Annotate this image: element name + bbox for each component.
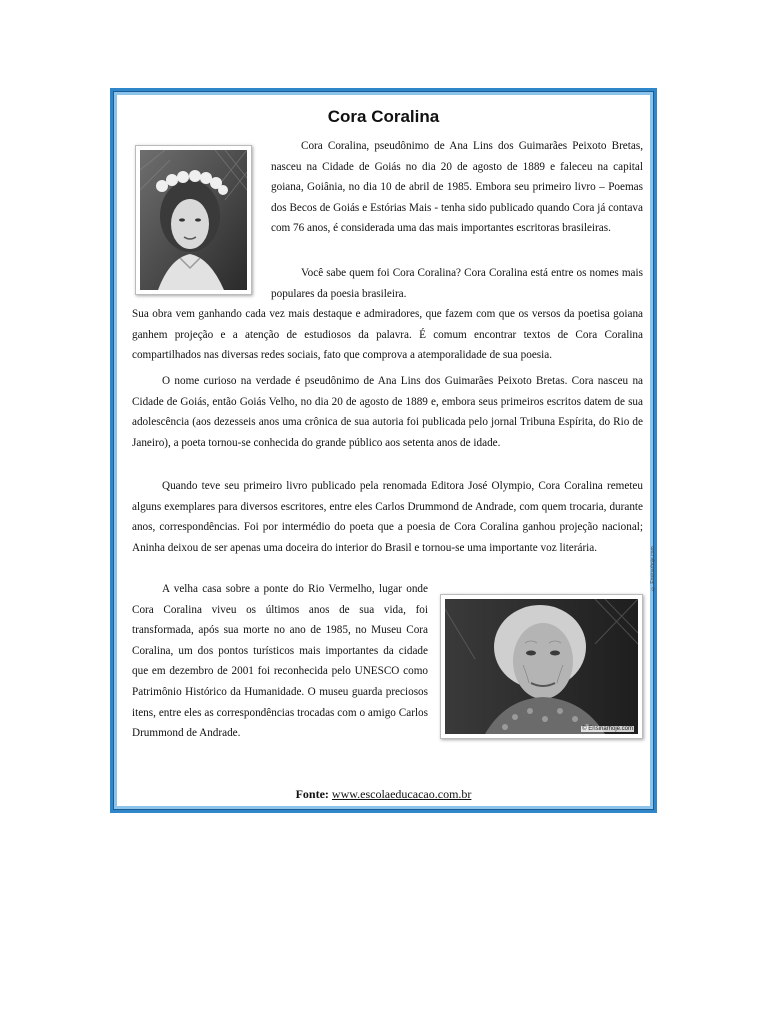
elderly-cora-photo [440,594,643,739]
paragraph-popularity-cont: Sua obra vem ganhando cada vez mais destaque e admiradores, que fazem com que os versos da poetisa goiana ganhem projeção e a atenção de estudiosos da palavra. É comum encontrar textos de Cora Coralina compartilhados nas diversas redes sociais, fato que comprova a atemporalidade de sua poesia. [132,308,643,362]
young-portrait-image [140,150,247,290]
young-cora-photo [135,145,252,295]
elderly-portrait-image [445,599,638,734]
paragraph-popularity-intro: Você sabe quem foi Cora Coralina? Cora Coralina está entre os nomes mais populares da poesia brasileira. [271,267,643,300]
source-link[interactable]: www.escolaeducacao.com.br [331,787,472,801]
worksheet-frame [110,88,657,813]
paragraph-popularity [271,263,643,304]
source-label: Fonte: [295,787,329,801]
page-title: Cora Coralina [327,107,440,126]
photo-credit: © Ensinarhoje.com [582,726,633,732]
paragraph-museum: A velha casa sobre a ponte do Rio Vermelho, lugar onde Cora Coralina viveu os últimos anos de sua vida, foi transformada, após sua morte no ano de 1985, no Museu Cora Coralina, um dos pontos turísticos mais importantes da cidade que em dezembro de 2001 foi reconhecida pelo UNESCO como Patrimônio Histórico da Humanidade. O museu guarda preciosos itens, entre eles as correspondências trocadas com o amigo Carlos Drummond de Andrade. [132,583,428,740]
paragraph-biography: Cora Coralina, pseudônimo de Ana Lins dos Guimarães Peixoto Bretas, nasceu na Cidade de Goiás no dia 20 de agosto de 1889 e faleceu na capital goiana, Goiânia, no dia 10 de abril de 1985. Embora seu primeiro livro – Poemas dos Becos de Goiás e Estórias Mais - tenha sido publicado quando Cora já contava com 76 anos, é considerada uma das mais importantes escritoras brasileiras. [271,140,643,235]
paragraph-pseudonym: O nome curioso na verdade é pseudônimo de Ana Lins dos Guimarães Peixoto Bretas. Cora nasceu na Cidade de Goiás, então Goiás Velho, no dia 20 de agosto de 1889 e, embora seus primeiros escritos datem de sua adolescência (aos dezesseis anos uma crônica de sua autoria foi publicada pelo jornal Tribuna Espírita, do Rio de Janeiro), a poeta tornou-se conhecida do grande público aos setenta anos de idade. [132,375,643,449]
paragraph-first-book: Quando teve seu primeiro livro publicado pela renomada Editora José Olympio, Cora Coralina remeteu alguns exemplares para diversos escritores, entre eles Carlos Drummond de Andrade, com quem trocaria, durante anos, correspondências. Foi por intermédio do poeta que a poesia de Cora Coralina ganhou projeção nacional; Aninha deixou de ser apenas uma doceira do interior do Brasil e tornou-se uma importante voz literária. [132,480,643,554]
source-line [113,787,654,802]
side-photo-credit: © Ensinarhoje.com [650,546,656,591]
